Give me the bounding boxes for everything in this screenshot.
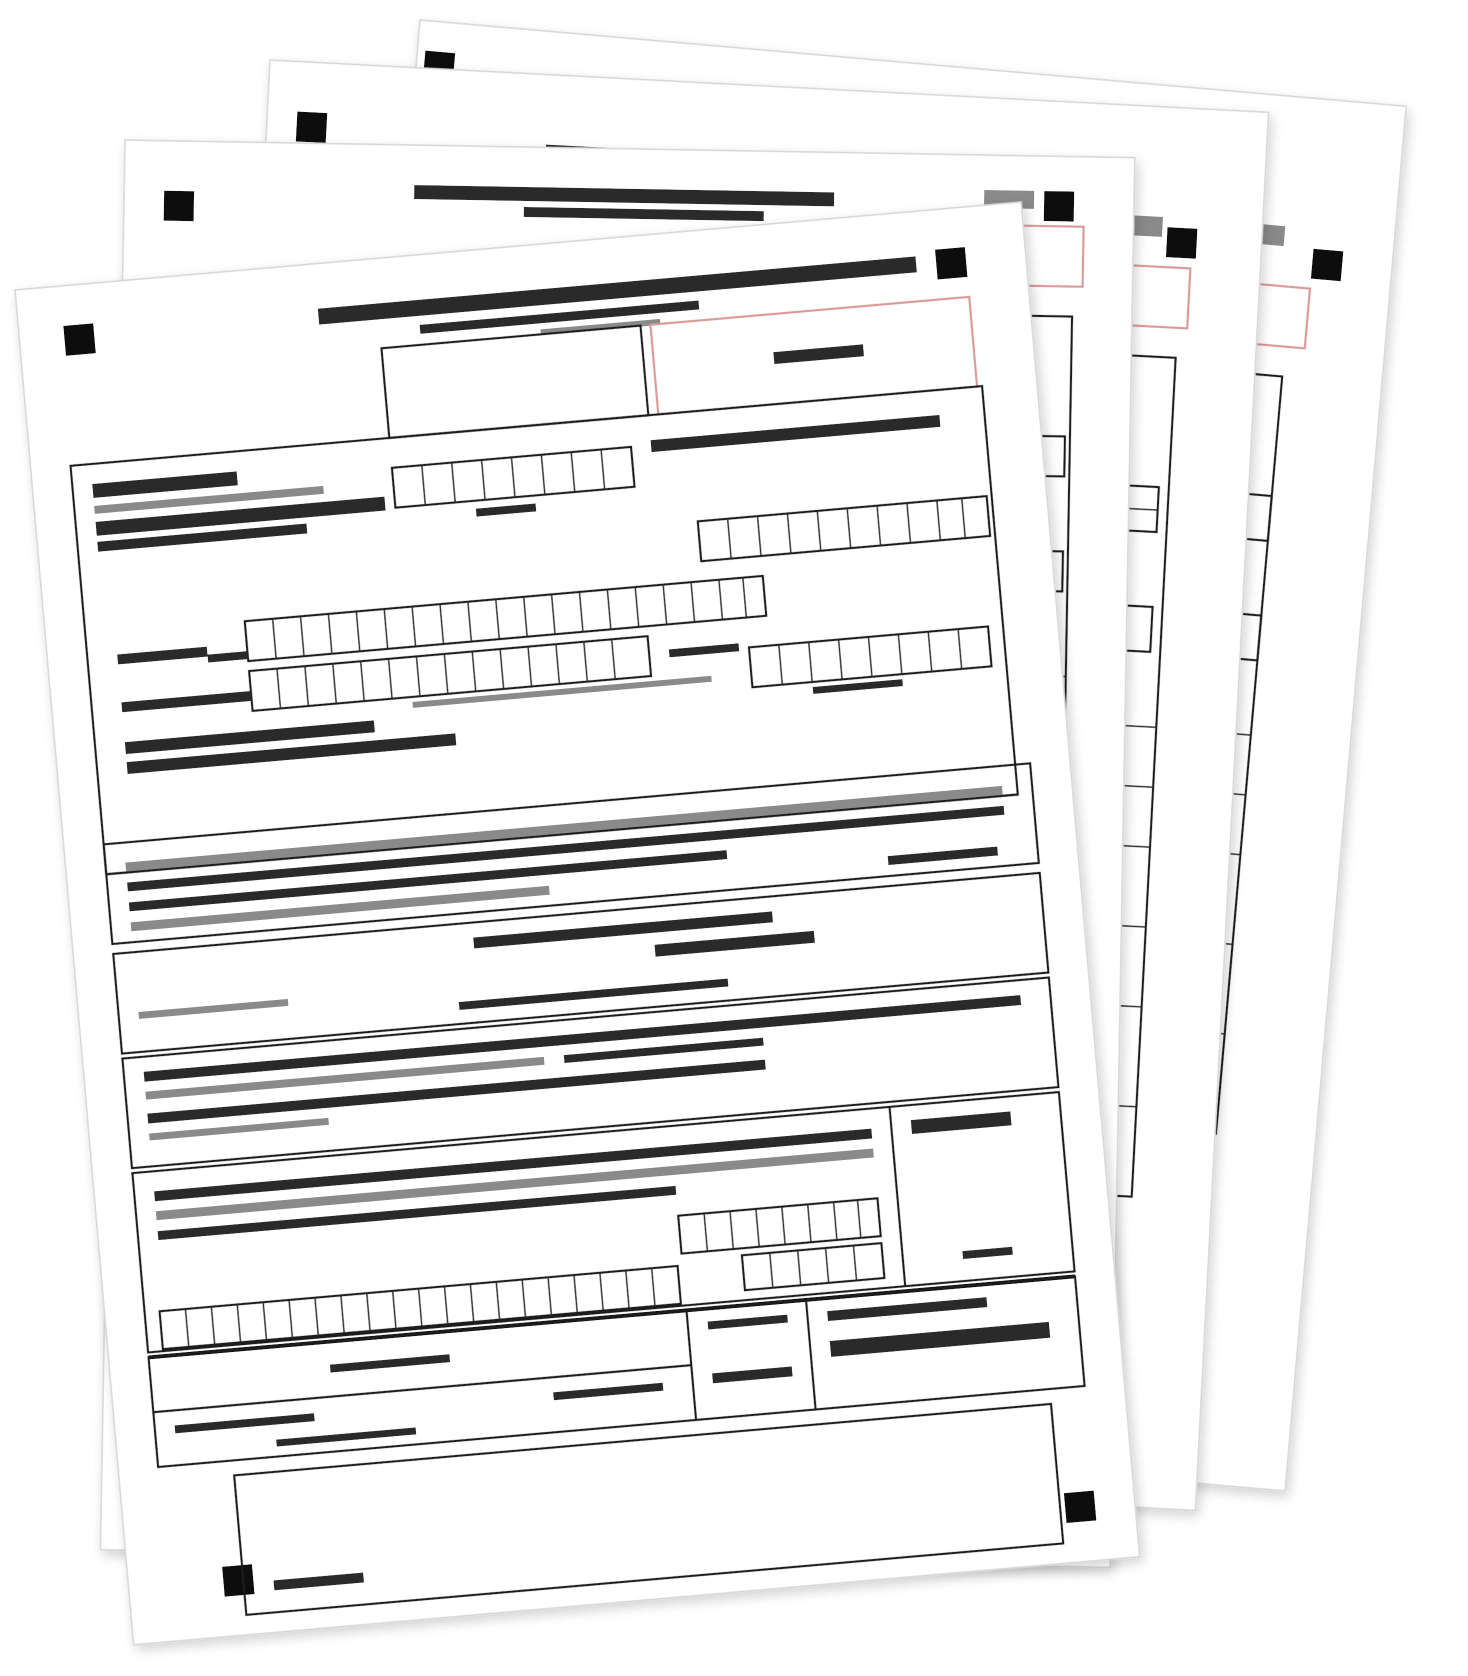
registration-mark (296, 112, 328, 144)
registration-mark (1311, 249, 1344, 282)
registration-mark (1166, 227, 1198, 259)
registration-mark-top-left (63, 323, 96, 356)
registration-mark (164, 191, 195, 222)
front-sheet (15, 202, 1140, 1645)
registration-mark-bottom-right (1064, 1491, 1097, 1524)
registration-mark (1044, 191, 1075, 222)
registration-mark-top-right (935, 247, 968, 280)
registration-mark-bottom-left (222, 1564, 255, 1597)
